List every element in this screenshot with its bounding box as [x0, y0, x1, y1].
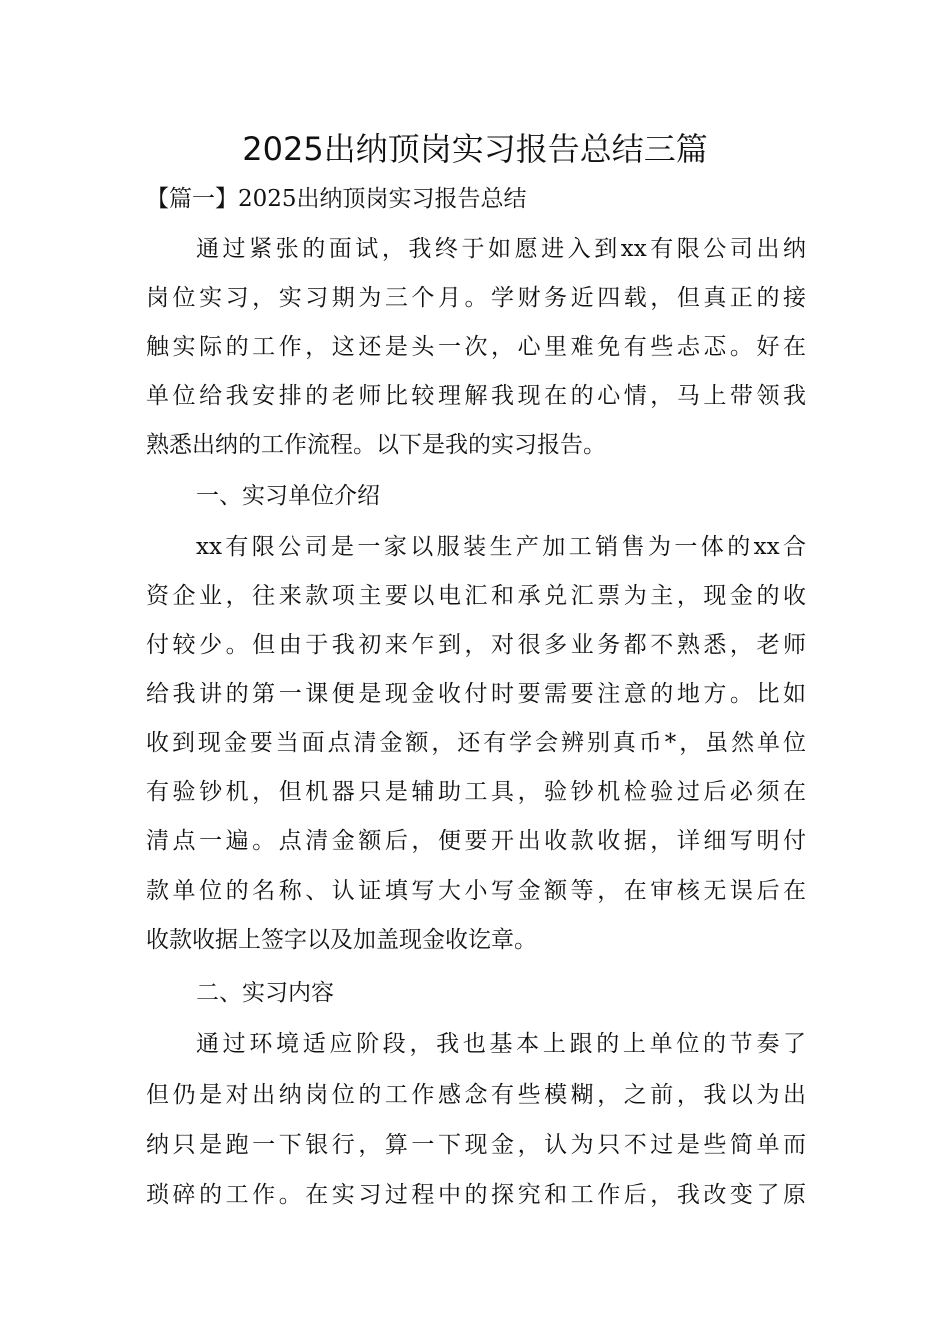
- paragraph-line: 通过紧张的面试，我终于如愿进入到xx有限公司出纳: [196, 236, 806, 262]
- paragraph-line: 款单位的名称、认证填写大小写金额等，在审核无误后在: [146, 878, 806, 904]
- subsection-heading: 一、实习单位介绍: [196, 483, 380, 509]
- paragraph-line: 但仍是对出纳岗位的工作感念有些模糊，之前，我以为出: [146, 1082, 806, 1108]
- paragraph-line: 有验钞机，但机器只是辅助工具，验钞机检验过后必须在: [146, 779, 806, 805]
- paragraph-line: 给我讲的第一课便是现金收付时要需要注意的地方。比如: [146, 681, 806, 707]
- paragraph-line: 纳只是跑一下银行，算一下现金，认为只不过是些简单而: [146, 1132, 806, 1158]
- paragraph-line: 付较少。但由于我初来乍到，对很多业务都不熟悉，老师: [146, 632, 806, 658]
- paragraph-line: 收款收据上签字以及加盖现金收讫章。: [146, 927, 537, 953]
- paragraph-line: 收到现金要当面点清金额，还有学会辨别真币*，虽然单位: [146, 730, 806, 756]
- section-heading: 【篇一】2025出纳顶岗实习报告总结: [146, 186, 527, 212]
- paragraph-line: 单位给我安排的老师比较理解我现在的心情，马上带领我: [146, 383, 806, 409]
- paragraph-line: 通过环境适应阶段，我也基本上跟的上单位的节奏了: [196, 1031, 806, 1057]
- paragraph-line: 熟悉出纳的工作流程。以下是我的实习报告。: [146, 432, 606, 458]
- paragraph-line: 琐碎的工作。在实习过程中的探究和工作后，我改变了原: [146, 1182, 806, 1208]
- paragraph-line: 触实际的工作，这还是头一次，心里难免有些忐忑。好在: [146, 334, 806, 360]
- paragraph-line: 资企业，往来款项主要以电汇和承兑汇票为主，现金的收: [146, 583, 806, 609]
- paragraph-line: xx有限公司是一家以服装生产加工销售为一体的xx合: [196, 534, 806, 560]
- paragraph-line: 岗位实习，实习期为三个月。学财务近四载，但真正的接: [146, 285, 806, 311]
- paragraph-line: 清点一遍。点清金额后，便要开出收款收据，详细写明付: [146, 828, 806, 854]
- subsection-heading: 二、实习内容: [196, 980, 334, 1006]
- document-title: 2025出纳顶岗实习报告总结三篇: [242, 130, 708, 168]
